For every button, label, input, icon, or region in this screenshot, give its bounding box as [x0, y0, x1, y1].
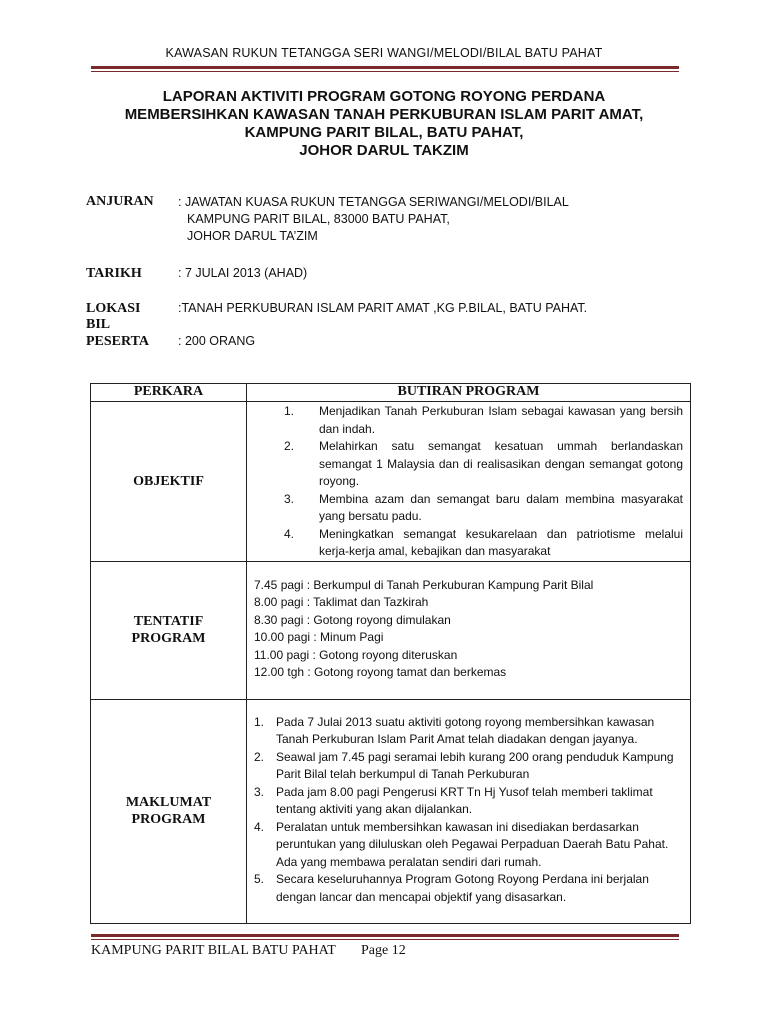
list-item: 2. Melahirkan satu semangat kesatuan ummah berlandaskan semangat 1 Malaysia dan di realisasikan dengan semangat gotong royong.	[283, 439, 683, 488]
list-item: 8.00 pagi : Taklimat dan Tazkirah	[254, 595, 429, 609]
list-item: 1. Menjadikan Tanah Perkuburan Islam sebagai kawasan yang bersih dan indah.	[283, 404, 683, 436]
list-item: 2. Seawal jam 7.45 pagi seramai lebih kurang 200 orang penduduk Kampung Parit Bilal telah berkumpul di Tanah Perkuburan	[254, 749, 674, 781]
list-item: 4. Peralatan untuk membersihkan kawasan ini disediakan berdasarkan peruntukan yang diluluskan oleh Pegawai Perpaduan Daerah Batu Pahat. Ada yang membawa peralatan sendiri dari rumah.	[254, 819, 669, 869]
tarikh-label: TARIKH	[86, 266, 142, 281]
anjuran-line-1: : JAWATAN KUASA RUKUN TETANGGA SERIWANGI/MELODI/BILAL	[178, 195, 569, 209]
tentatif-label-line-1: TENTATIF	[133, 614, 204, 629]
header-butiran: BUTIRAN PROGRAM	[247, 384, 691, 402]
objektif-label: OBJEKTIF	[91, 402, 247, 562]
list-item: 1. Pada 7 Julai 2013 suatu aktiviti gotong royong membersihkan kawasan Tanah Perkuburan Islam Parit Amat telah diadakan dengan jayanya.	[254, 714, 655, 746]
footer-left-text: KAMPUNG PARIT BILAL BATU PAHAT	[91, 943, 336, 958]
anjuran-line-3: JOHOR DARUL TA’ZIM	[187, 229, 318, 243]
table-row-tentatif	[91, 561, 691, 699]
footer-rule	[91, 934, 679, 937]
lokasi-label: LOKASI	[86, 301, 141, 316]
anjuran-label: ANJURAN	[86, 194, 154, 209]
footer-rule-thin	[91, 939, 679, 940]
tentatif-label-line-2: PROGRAM	[131, 631, 206, 646]
maklumat-label	[91, 699, 247, 923]
tarikh-value: : 7 JULAI 2013 (AHAD)	[178, 266, 308, 280]
peserta-value: : 200 ORANG	[178, 334, 256, 348]
list-item: 3. Membina azam dan semangat baru dalam membina masyarakat yang bersatu padu.	[283, 491, 683, 523]
header-perkara: PERKARA	[91, 384, 247, 402]
list-item: 12.00 tgh : Gotong royong tamat dan berkemas	[254, 665, 507, 679]
list-item: 8.30 pagi : Gotong royong dimulakan	[254, 612, 451, 627]
list-item: 7.45 pagi : Berkumpul di Tanah Perkuburan Kampung Parit Bilal	[254, 577, 594, 592]
title-line-1: LAPORAN AKTIVITI PROGRAM GOTONG ROYONG PERDANA	[162, 88, 606, 105]
list-item: 10.00 pagi : Minum Pagi	[254, 630, 384, 644]
maklumat-content	[247, 699, 691, 923]
title-line-3: KAMPUNG PARIT BILAL, BATU PAHAT,	[244, 124, 524, 141]
header-rule	[91, 66, 679, 69]
peserta-label: PESERTA	[86, 334, 150, 349]
tentatif-content	[247, 561, 691, 699]
anjuran-value	[178, 194, 569, 245]
list-item: 5. Secara keseluruhannya Program Gotong Royong Perdana ini berjalan dengan lancar dan mencapai objektif yang disasarkan.	[254, 872, 649, 904]
tentatif-label	[91, 561, 247, 699]
title-line-4: JOHOR DARUL TAKZIM	[299, 142, 469, 159]
title-line-2: MEMBERSIHKAN KAWASAN TANAH PERKUBURAN ISLAM PARIT AMAT,	[124, 106, 644, 123]
list-item: 11.00 pagi : Gotong royong diteruskan	[254, 647, 458, 662]
bil-label: BIL	[86, 317, 111, 332]
objektif-content	[247, 402, 691, 562]
lokasi-value: :TANAH PERKUBURAN ISLAM PARIT AMAT ,KG P.BILAL, BATU PAHAT.	[178, 301, 588, 315]
table-row-maklumat	[91, 699, 691, 923]
table-header-row	[91, 384, 691, 402]
maklumat-label-line-2: PROGRAM	[131, 812, 206, 827]
page-footer	[91, 943, 406, 959]
program-table	[90, 383, 691, 924]
page-number: Page 12	[361, 943, 406, 958]
list-item: 4. Meningkatkan semangat kesukarelaan dan patriotisme melalui kerja-kerja amal, kebajikan dan masyarakat	[283, 526, 683, 558]
header-rule-thin	[91, 71, 679, 72]
list-item: 3. Pada jam 8.00 pagi Pengerusi KRT Tn Hj Yusof telah memberi taklimat tentang aktiviti yang akan dijalankan.	[254, 784, 653, 816]
anjuran-line-2: KAMPUNG PARIT BILAL, 83000 BATU PAHAT,	[187, 212, 450, 226]
table-row-objektif	[91, 402, 691, 562]
report-title	[0, 88, 768, 160]
maklumat-label-line-1: MAKLUMAT	[125, 795, 212, 810]
running-header: KAWASAN RUKUN TETANGGA SERI WANGI/MELODI/BILAL BATU PAHAT	[165, 46, 603, 60]
